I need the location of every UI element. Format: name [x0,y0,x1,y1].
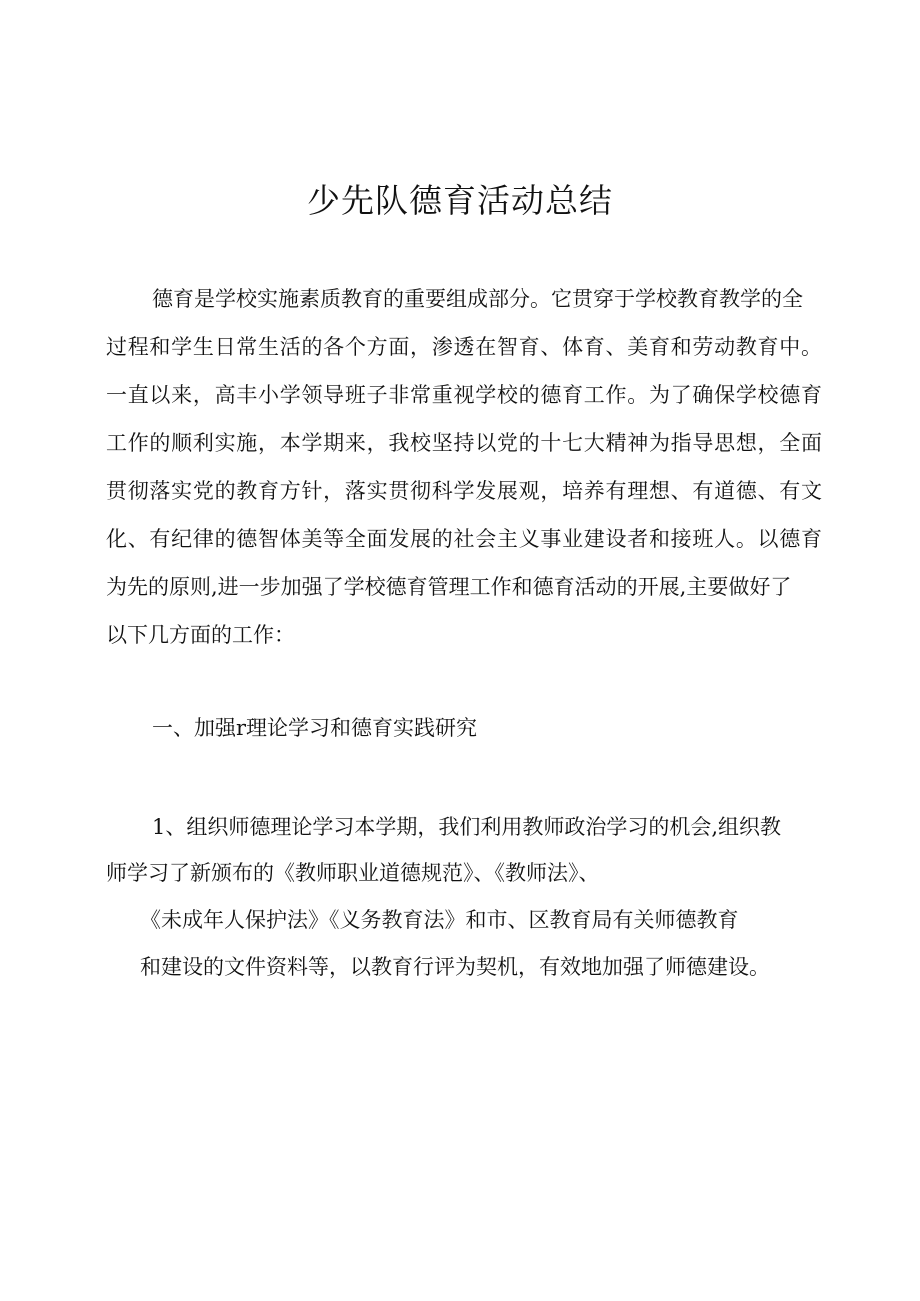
item-1-line-4: 和建设的文件资料等，以教育行评为契机，有效地加强了师德建设。 [140,955,770,979]
intro-line-7: 为先的原则,进一步加强了学校德育管理工作和德育活动的开展,主要做好了 [106,575,792,599]
item-1-line-1: 1、组织师德理论学习本学期，我们利用教师政治学习的机会,组织教 [152,815,782,839]
intro-line-4: 工作的顺利实施，本学期来，我校坚持以党的十七大精神为指导思想，全面 [106,431,822,455]
intro-line-6: 化、有纪律的德智体美等全面发展的社会主义事业建设者和接班人。以德育 [106,527,822,551]
intro-line-5: 贯彻落实党的教育方针，落实贯彻科学发展观，培养有理想、有道德、有文 [106,479,822,503]
intro-line-2: 过程和学生日常生活的各个方面，渗透在智育、体育、美育和劳动教育中。 [106,335,822,359]
intro-line-1: 德育是学校实施素质教育的重要组成部分。它贯穿于学校教育教学的全 [152,287,803,311]
intro-line-3: 一直以来，高丰小学领导班子非常重视学校的德育工作。为了确保学校德育 [106,383,822,407]
item-1-line-3: 《未成年人保护法》《义务教育法》和市、区教育局有关师德教育 [140,908,739,932]
item-1-line-2: 师学习了新颁布的《教师职业道德规范》、《教师法》、 [106,861,600,885]
intro-line-8: 以下几方面的工作： [106,623,295,647]
section-heading: 一、加强r理论学习和德育实践研究 [152,716,478,740]
page-title: 少先队德育活动总结 [307,181,613,220]
